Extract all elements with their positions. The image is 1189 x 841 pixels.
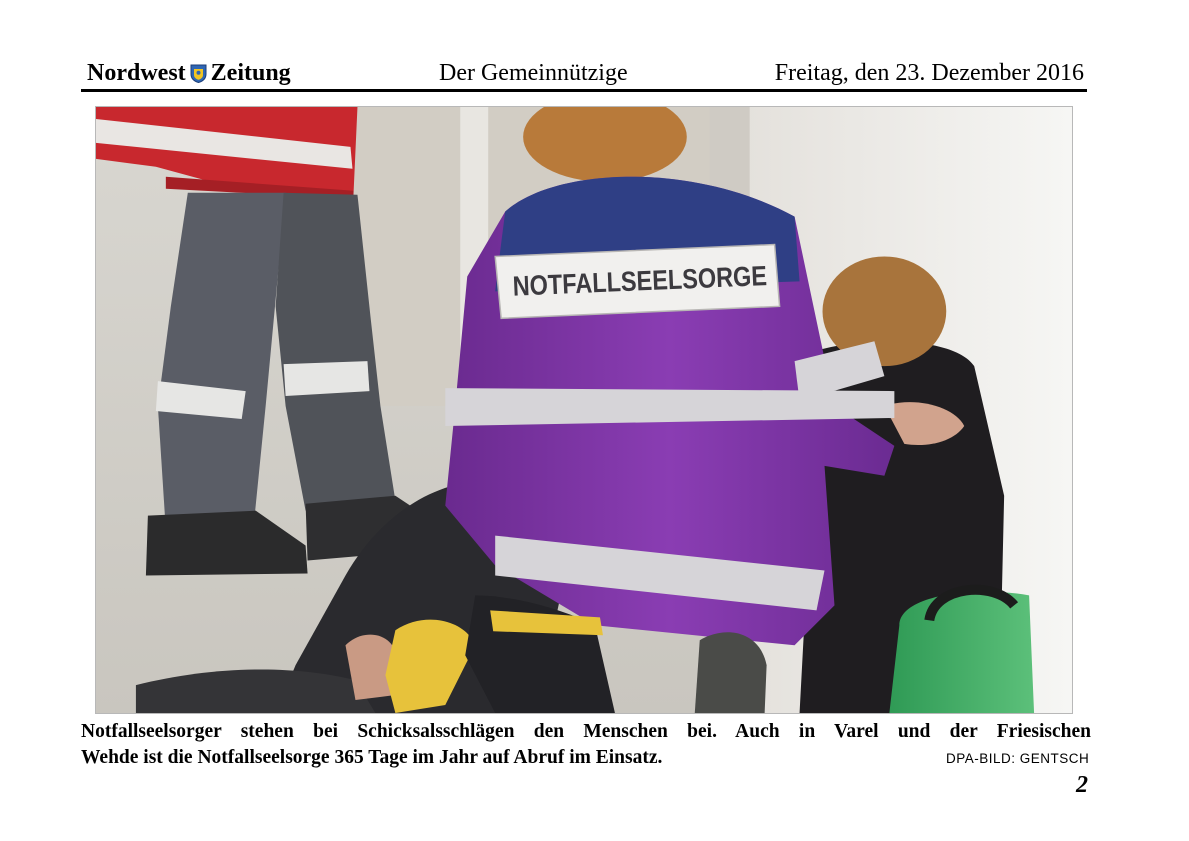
- masthead-right: Zeitung: [210, 60, 291, 86]
- coat-of-arms-icon: [190, 64, 207, 83]
- news-photo: [95, 106, 1073, 714]
- newspaper-masthead: [87, 58, 291, 88]
- photo-illustration: [96, 107, 1072, 713]
- section-title: Der Gemeinnützige: [439, 60, 628, 86]
- masthead-left: Nordwest: [87, 60, 186, 86]
- photo-credit: DPA-BILD: GENTSCH: [946, 751, 1090, 766]
- header-rule: [81, 89, 1087, 92]
- jacket-label-text: NOTFALLSEELSORGE: [512, 258, 816, 302]
- page-number: 2: [1076, 772, 1088, 798]
- caption-line-2: Wehde ist die Notfallseelsorge 365 Tage im Jahr auf Abruf im Einsatz.: [81, 747, 663, 768]
- green-bag: [889, 592, 1034, 713]
- issue-date: Freitag, den 23. Dezember 2016: [774, 60, 1084, 86]
- boot-sole: [695, 632, 767, 713]
- trouser-reflector-right: [284, 361, 370, 396]
- photo-caption: [81, 719, 1091, 771]
- page-header: [83, 58, 1086, 88]
- caption-line-1: Notfallseelsorger stehen bei Schicksalsschlägen den Menschen bei. Auch in Varel und der Friesischen: [81, 721, 1091, 742]
